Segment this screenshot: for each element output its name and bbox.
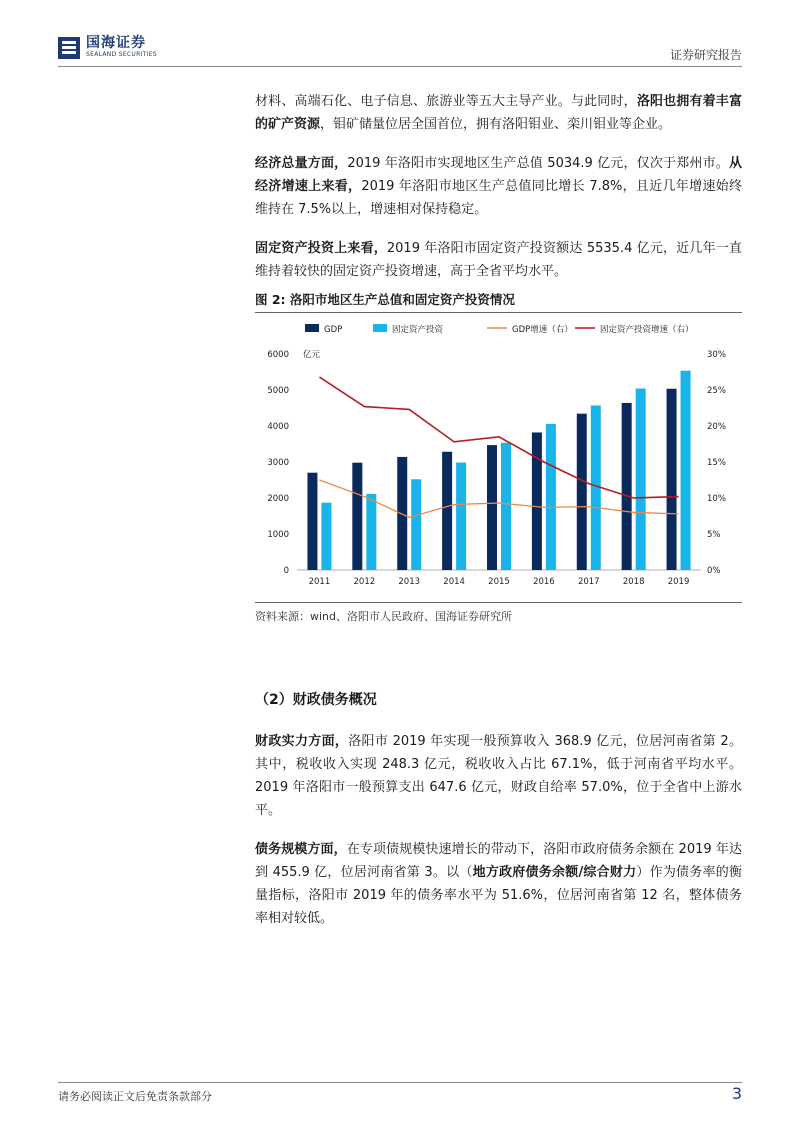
page-number: 3 xyxy=(731,1084,742,1103)
bold-text-segment: 从经济增速上来看， xyxy=(255,156,742,194)
bold-text-segment: 经济总量方面， xyxy=(255,156,348,171)
bold-text-segment: 债务规模方面， xyxy=(255,842,347,857)
x-tick-label: 2018 xyxy=(622,577,645,587)
footer-rule xyxy=(58,1082,742,1083)
bar-investment xyxy=(636,389,646,570)
paragraph-industry xyxy=(255,90,742,136)
paragraph-economy xyxy=(255,152,742,221)
text-segment: 洛阳市 2019 年实现一般预算收入 368.9 亿元，位居河南省第 2。其中，税收收入实现 248.3 亿元，税收收入占比 67.1%，低于河南省平均水平。2019 年洛阳市一般预算支出 647.6 亿元，财政自给率 57.0%，位于全省中上游水平。 xyxy=(255,734,742,818)
figure-top-rule xyxy=(255,312,742,313)
figure-title: 图 2: 洛阳市地区生产总值和固定资产投资情况 xyxy=(255,292,515,307)
bold-text-segment: 财政实力方面， xyxy=(255,734,349,749)
bold-text-segment: 固定资产投资上来看， xyxy=(255,241,387,256)
text-segment: 2019 年洛阳市固定资产投资额达 5535.4 亿元，近几年一直维持着较快的固定资产投资增速，高于全省平均水平。 xyxy=(255,241,742,279)
text-segment: 2019 年洛阳市实现地区生产总值 5034.9 亿元，仅次于郑州市。 xyxy=(347,156,729,171)
logo-chinese-name: 国海证券 xyxy=(86,35,146,51)
bar-investment xyxy=(411,479,421,570)
text-segment: 材料、高端石化、电子信息、旅游业等五大主导产业。与此同时， xyxy=(255,94,637,109)
bar-investment xyxy=(546,424,556,570)
y-unit-label: 亿元 xyxy=(303,350,321,360)
text-segment: 在专项债规模快速增长的带动下，洛阳市政府债务余额在 2019 年达到 455.9 亿，位居河南省第 3。以（ xyxy=(255,842,742,880)
legend-label: GDP增速（右） xyxy=(512,325,573,335)
legend-swatch-bar xyxy=(305,324,319,332)
y-tick-label: 3000 xyxy=(267,458,289,468)
report-type-label: 证券研究报告 xyxy=(669,48,742,62)
bar-investment xyxy=(366,494,376,570)
bar-gdp xyxy=(487,445,497,570)
paragraph-fiscal-strength xyxy=(255,730,742,822)
bar-investment xyxy=(501,443,511,570)
bar-investment xyxy=(456,463,466,570)
chart-container xyxy=(255,314,742,600)
x-tick-label: 2017 xyxy=(577,577,600,587)
bar-investment xyxy=(681,371,691,570)
paragraph-debt-scale xyxy=(255,838,742,930)
bar-gdp xyxy=(307,473,317,570)
x-tick-label: 2013 xyxy=(398,577,421,587)
y-tick-label: 1000 xyxy=(267,530,289,540)
y2-tick-label: 0% xyxy=(707,566,721,576)
y2-tick-label: 15% xyxy=(707,458,726,468)
x-tick-label: 2019 xyxy=(667,577,690,587)
x-tick-label: 2014 xyxy=(443,577,465,587)
bar-gdp xyxy=(397,457,407,570)
bar-investment xyxy=(321,503,331,570)
bar-gdp xyxy=(442,452,452,570)
y-tick-label: 5000 xyxy=(267,386,289,396)
bar-gdp xyxy=(532,432,542,570)
page-header xyxy=(58,30,742,67)
y2-tick-label: 25% xyxy=(707,386,726,396)
y-tick-label: 6000 xyxy=(267,350,289,360)
y-tick-label: 0 xyxy=(283,566,289,576)
text-segment: ）作为债务率的衡量指标，洛阳市 2019 年的债务率水平为 51.6%，位居河南省第 12 名，整体债务率相对较低。 xyxy=(255,865,742,926)
legend-label: GDP xyxy=(324,325,343,335)
bar-gdp xyxy=(622,403,632,570)
x-tick-label: 2015 xyxy=(488,577,510,587)
bold-text-segment: 洛阳也拥有着丰富的矿产资源 xyxy=(255,94,742,132)
y-tick-label: 2000 xyxy=(267,494,289,504)
fiscal-text xyxy=(255,730,742,930)
sealand-logo-icon xyxy=(58,37,80,59)
text-segment: 2019 年洛阳市地区生产总值同比增长 7.8%，且近几年增速始终维持在 7.5%以上，增速相对保持稳定。 xyxy=(255,179,742,217)
logo-english-name: SEALAND SECURITIES xyxy=(86,51,157,58)
y-tick-label: 4000 xyxy=(267,422,289,432)
x-tick-label: 2011 xyxy=(308,577,331,587)
y2-tick-label: 5% xyxy=(707,530,721,540)
bold-text-segment: 地方政府债务余额/综合财力 xyxy=(472,865,637,880)
bar-gdp xyxy=(577,414,587,570)
figure-source: 资料来源：wind、洛阳市人民政府、国海证券研究所 xyxy=(255,610,513,623)
figure-bottom-rule xyxy=(255,602,742,603)
legend-label: 固定资产投资 xyxy=(392,325,444,335)
x-tick-label: 2012 xyxy=(353,577,376,587)
company-logo xyxy=(58,36,157,59)
bar-gdp xyxy=(352,463,362,570)
section-title: （2）财政债务概况 xyxy=(255,692,377,708)
y2-tick-label: 20% xyxy=(707,422,726,432)
y2-tick-label: 30% xyxy=(707,350,726,360)
x-tick-label: 2016 xyxy=(533,577,555,587)
gdp-investment-chart xyxy=(255,314,742,600)
legend-label: 固定资产投资增速（右） xyxy=(600,325,694,335)
intro-text xyxy=(255,90,742,283)
paragraph-investment xyxy=(255,237,742,283)
y2-tick-label: 10% xyxy=(707,494,726,504)
disclaimer-note: 请务必阅读正文后免责条款部分 xyxy=(58,1090,212,1103)
text-segment: ，钼矿储量位居全国首位，拥有洛阳钼业、栾川钼业等企业。 xyxy=(320,117,672,132)
legend-swatch-bar xyxy=(373,324,387,332)
bar-gdp xyxy=(667,389,677,570)
